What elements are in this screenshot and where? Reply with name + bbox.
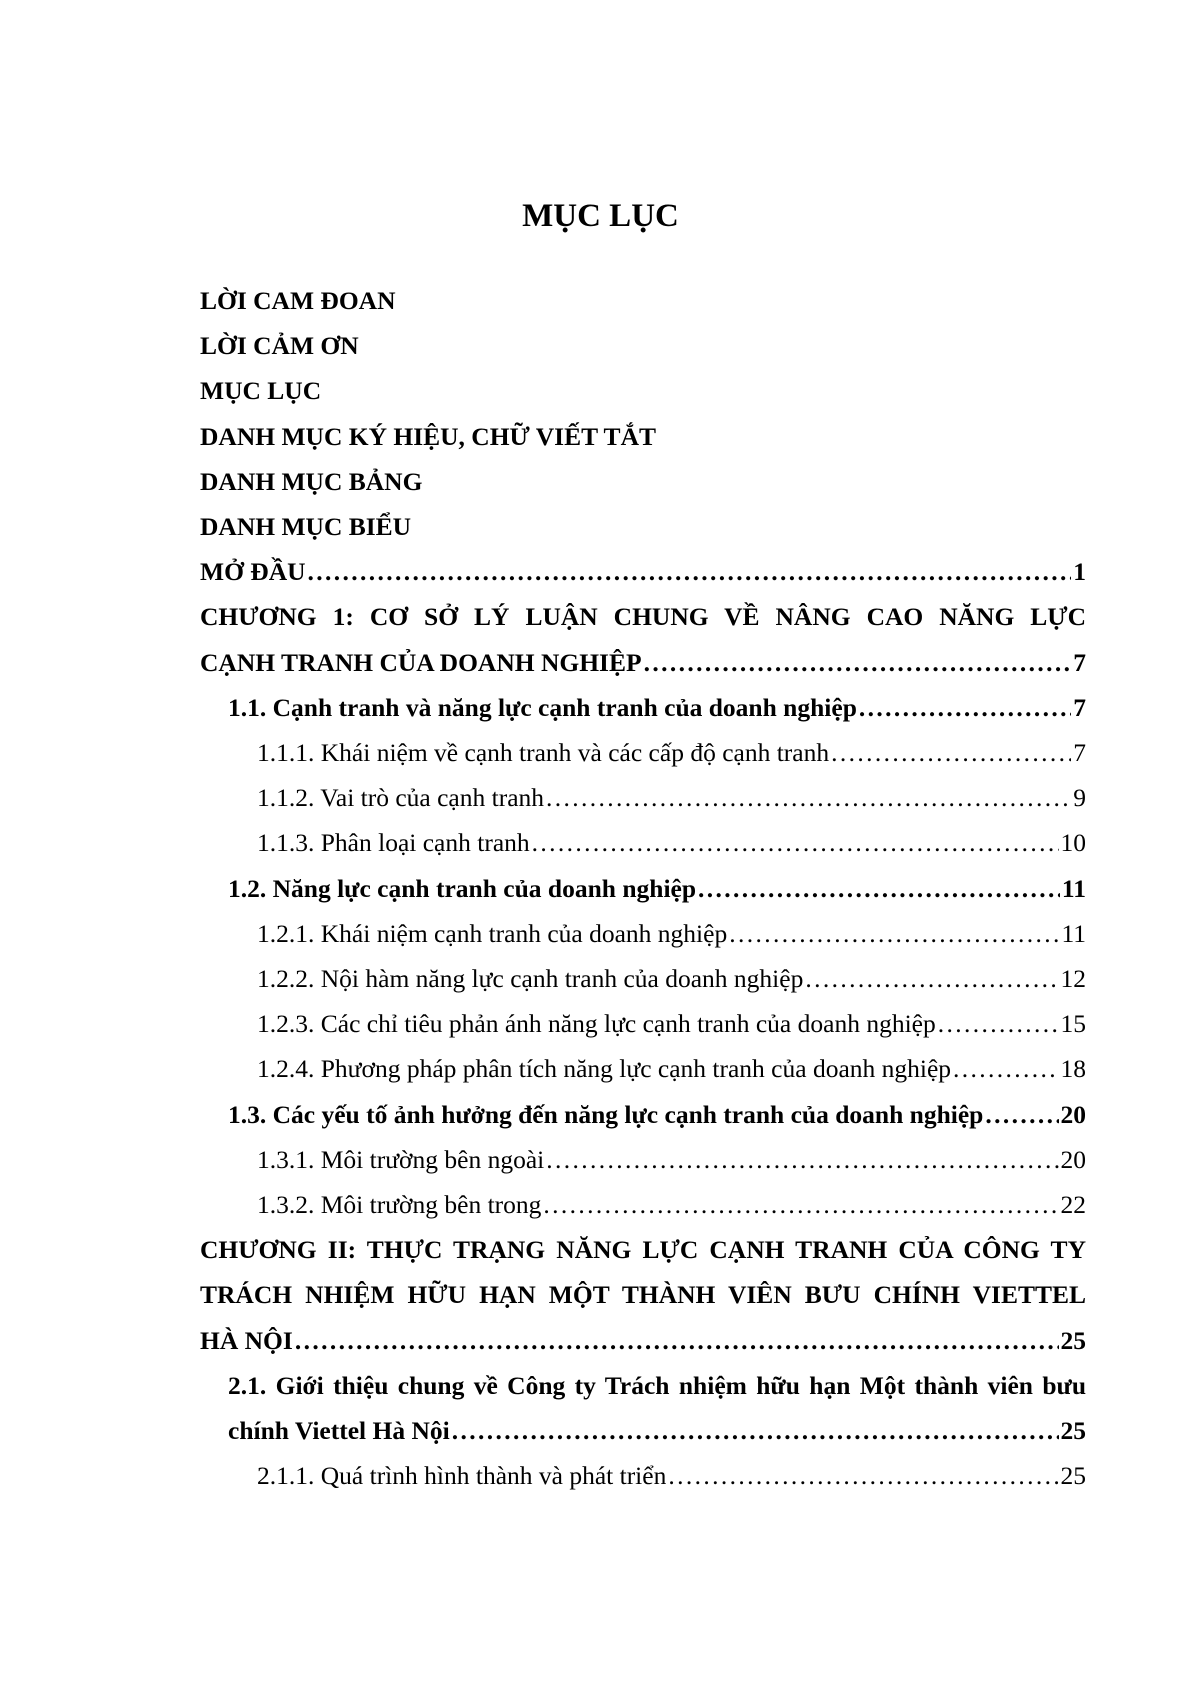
toc-entry[interactable] (257, 1447, 1086, 1492)
toc-entry-title: TRÁCH NHIỆM HỮU HẠN MỘT THÀNH VIÊN BƯU CHÍNH VIETTEL (200, 1280, 1086, 1309)
toc-entry[interactable] (200, 588, 1086, 633)
toc-entry[interactable] (257, 1131, 1086, 1176)
toc-entry-page: 20 (1060, 1100, 1086, 1129)
toc-entry-title: 1.2.4. Phương pháp phân tích năng lực cạnh tranh của doanh nghiệp (257, 1054, 952, 1083)
toc-entry-title: 1.2. Năng lực cạnh tranh của doanh nghiệp (228, 874, 697, 903)
toc-entry[interactable] (257, 814, 1086, 859)
toc-entry-title: 1.3.2. Môi trường bên trong (257, 1190, 542, 1219)
page-title: MỤC LỤC (522, 198, 679, 234)
toc-entry-title: CHƯƠNG 1: CƠ SỞ LÝ LUẬN CHUNG VỀ NÂNG CAO NĂNG LỰC (200, 602, 1086, 631)
toc-entry[interactable] (228, 860, 1086, 905)
toc-entry[interactable] (200, 1312, 1086, 1357)
toc-entry-title: 1.2.3. Các chỉ tiêu phản ánh năng lực cạnh tranh của doanh nghiệp (257, 1009, 936, 1038)
toc-entry[interactable] (228, 1357, 1086, 1402)
toc-leader-dots (295, 1325, 1059, 1357)
toc-entry-title: 1.2.1. Khái niệm cạnh tranh của doanh nghiệp (257, 919, 728, 948)
toc-entry[interactable] (200, 634, 1086, 679)
toc-entry-title: MỞ ĐẦU (200, 557, 306, 586)
toc-leader-dots (543, 1189, 1058, 1221)
toc-entry-title: LỜI CAM ĐOAN (200, 286, 396, 315)
toc-entry-page: 7 (1073, 693, 1086, 722)
toc-entry-title: 1.1.2. Vai trò của cạnh tranh (257, 783, 545, 812)
toc-entry-title: 1.2.2. Nội hàm năng lực cạnh tranh của doanh nghiệp (257, 964, 804, 993)
toc-entry[interactable] (257, 724, 1086, 769)
toc-entry[interactable] (257, 905, 1086, 950)
toc-entry-page: 18 (1060, 1054, 1086, 1083)
toc-leader-dots (953, 1053, 1058, 1085)
toc-entry[interactable] (257, 1040, 1086, 1085)
toc-entry-page: 12 (1060, 964, 1086, 993)
toc-entry[interactable] (200, 1221, 1086, 1266)
toc-entry[interactable] (257, 769, 1086, 814)
toc-entry[interactable] (200, 498, 1086, 543)
toc-entry[interactable] (200, 543, 1086, 588)
toc-entry-title: 1.1.3. Phân loại cạnh tranh (257, 828, 530, 857)
toc-entry[interactable] (200, 408, 1086, 453)
toc-leader-dots (729, 918, 1059, 950)
toc-entry-title: 2.1. Giới thiệu chung về Công ty Trách nhiệm hữu hạn Một thành viên bưu (228, 1371, 1086, 1400)
toc-leader-dots (546, 782, 1071, 814)
toc-entry-title: 1.3. Các yếu tố ảnh hưởng đến năng lực cạnh tranh của doanh nghiệp (228, 1100, 984, 1129)
toc-entry-title: DANH MỤC BẢNG (200, 467, 423, 496)
toc-leader-dots (644, 647, 1072, 679)
toc-entry[interactable] (257, 995, 1086, 1040)
toc-leader-dots (859, 692, 1071, 724)
toc-entry-title: 1.1. Cạnh tranh và năng lực cạnh tranh của doanh nghiệp (228, 693, 857, 722)
toc-entry-title: MỤC LỤC (200, 376, 322, 405)
toc-entry-page: 25 (1060, 1416, 1086, 1445)
toc-entry-page: 22 (1060, 1190, 1086, 1219)
toc-entry-page: 9 (1073, 783, 1086, 812)
toc-entry-title: LỜI CẢM ƠN (200, 331, 359, 360)
toc-entry-page: 15 (1060, 1009, 1086, 1038)
toc-entry-page: 7 (1073, 738, 1086, 767)
toc-leader-dots (308, 556, 1072, 588)
toc-leader-dots (546, 1144, 1058, 1176)
toc-entry-title: chính Viettel Hà Nội (228, 1416, 450, 1445)
toc-entry[interactable] (200, 362, 1086, 407)
toc-entry-title: DANH MỤC KÝ HIỆU, CHỮ VIẾT TẮT (200, 422, 656, 451)
toc-entry-page: 7 (1073, 648, 1086, 677)
toc-entry-title: 1.1.1. Khái niệm về cạnh tranh và các cấp độ cạnh tranh (257, 738, 830, 767)
toc-leader-dots (831, 737, 1071, 769)
toc-entry[interactable] (228, 679, 1086, 724)
toc-entry-page: 10 (1060, 828, 1086, 857)
toc-entry-title: CHƯƠNG II: THỰC TRẠNG NĂNG LỰC CẠNH TRANH CỦA CÔNG TY (200, 1235, 1086, 1264)
toc-entry-page: 1 (1073, 557, 1086, 586)
toc-entry-page: 25 (1060, 1461, 1086, 1490)
toc-leader-dots (985, 1099, 1058, 1131)
toc-entry-page: 20 (1060, 1145, 1086, 1174)
toc-entry[interactable] (200, 453, 1086, 498)
toc-leader-dots (452, 1415, 1059, 1447)
toc-entry-title: 1.3.1. Môi trường bên ngoài (257, 1145, 545, 1174)
toc-leader-dots (805, 963, 1058, 995)
toc-entry-page: 11 (1061, 919, 1086, 948)
toc-entry[interactable] (257, 1176, 1086, 1221)
toc-leader-dots (698, 873, 1060, 905)
toc-entry[interactable] (200, 1266, 1086, 1311)
toc-entry-page: 11 (1061, 874, 1086, 903)
toc-entry-title: 2.1.1. Quá trình hình thành và phát triển (257, 1461, 667, 1490)
toc-entry-title: DANH MỤC BIỂU (200, 512, 412, 541)
toc-entry[interactable] (200, 272, 1086, 317)
toc-entry-title: CẠNH TRANH CỦA DOANH NGHIỆP (200, 648, 642, 677)
toc-leader-dots (668, 1460, 1058, 1492)
toc-entry[interactable] (228, 1086, 1086, 1131)
toc-leader-dots (532, 827, 1059, 859)
toc-entry[interactable] (257, 950, 1086, 995)
toc-entry-title: HÀ NỘI (200, 1326, 293, 1355)
toc-leader-dots (938, 1008, 1059, 1040)
toc-entry[interactable] (228, 1402, 1086, 1447)
toc-entry-page: 25 (1060, 1326, 1086, 1355)
toc-entry[interactable] (200, 317, 1086, 362)
